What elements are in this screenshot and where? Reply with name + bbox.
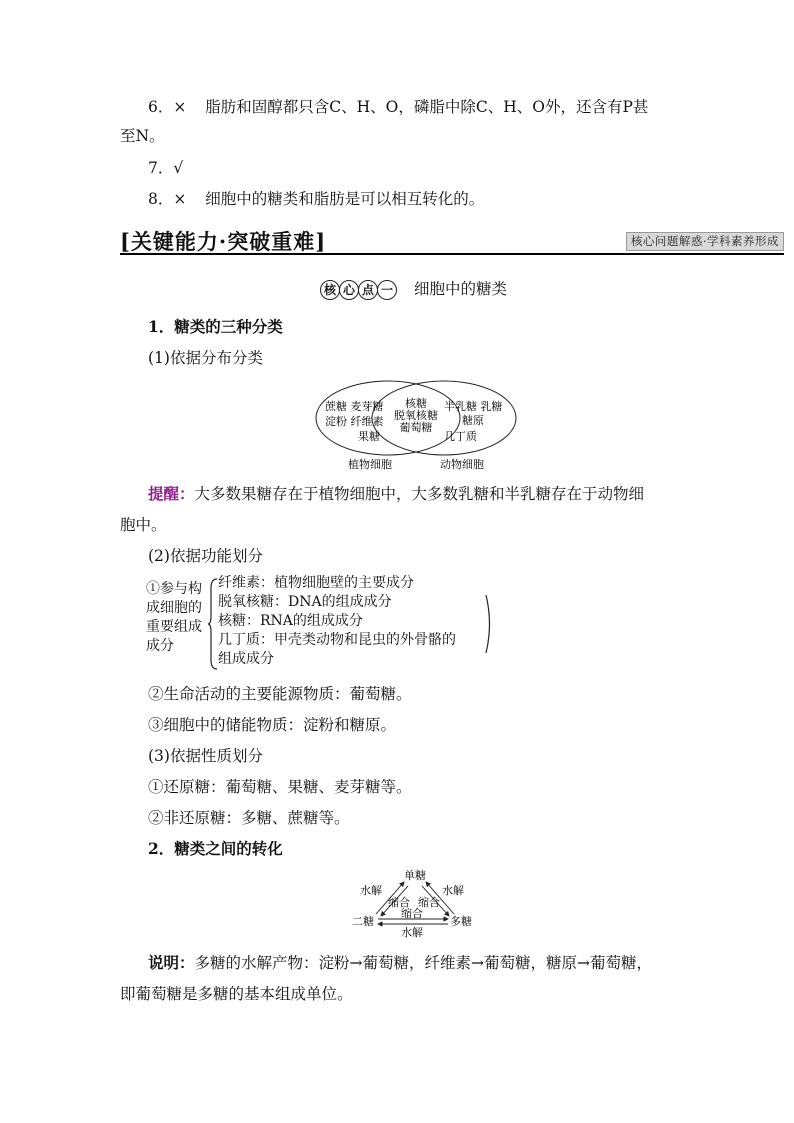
keypoint-badge-char: 心 [339, 280, 359, 300]
section-header [120, 226, 784, 254]
function-item-chitin-continued: 组成成分 [218, 651, 274, 667]
answer-6-continued: 至N。 [120, 127, 165, 145]
section-title: [关键能力·突破重难] [120, 229, 327, 254]
function-group-left-line: 重要组成 [146, 619, 202, 635]
function-group [146, 575, 496, 670]
answer-6-text: 脂肪和固醇都只含C、H、O，磷脂中除C、H、O外，还含有P甚 [205, 98, 649, 116]
node-polysaccharide: 多糖 [450, 915, 472, 928]
node-disaccharide: 二糖 [352, 915, 374, 928]
function-item-ribose: 核糖：RNA的组成成分 [218, 613, 363, 629]
section-tag: 核心问题解惑·学科素养形成 [626, 232, 784, 251]
keypoint-badge-char: 点 [358, 280, 378, 300]
left-brace-icon [208, 578, 218, 670]
keypoint-title: 细胞中的糖类 [414, 280, 508, 298]
tip [148, 483, 644, 505]
venn-shared-line: 脱氧核糖 [394, 409, 438, 422]
function-group-left-line: 成分 [146, 638, 174, 654]
right-paren-icon [484, 594, 494, 654]
function-energy: ②生命活动的主要能源物质：葡萄糖。 [148, 685, 412, 703]
function-item-cellulose: 纤维素：植物细胞壁的主要成分 [218, 575, 414, 591]
function-item-chitin: 几丁质：甲壳类动物和昆虫的外骨骼的 [218, 632, 456, 648]
heading-conversion: 2．糖类之间的转化 [148, 839, 283, 858]
tip-text: 大多数果糖存在于植物细胞中，大多数乳糖和半乳糖存在于动物细 [194, 485, 645, 503]
venn-plant-line: 淀粉 纤维素 [325, 415, 384, 428]
function-storage: ③细胞中的储能物质：淀粉和糖原。 [148, 716, 397, 734]
note [148, 952, 652, 974]
subheading-property: (3)依据性质划分 [148, 747, 263, 765]
answer-7 [148, 157, 183, 179]
answer-7-number: 7．√ [148, 159, 184, 177]
label-hydrolysis-left: 水解 [360, 884, 382, 897]
venn-shared-line: 葡萄糖 [399, 421, 433, 434]
label-hydrolysis-bottom: 水解 [401, 926, 423, 939]
property-nonreducing: ②非还原糖：多糖、蔗糖等。 [148, 809, 350, 827]
answer-6-number: 6．× [148, 98, 187, 116]
venn-label-animal: 动物细胞 [440, 458, 484, 471]
tip-continued: 胞中。 [120, 516, 167, 534]
function-group-left-line: 成细胞的 [146, 600, 202, 616]
venn-diagram [310, 378, 530, 474]
subheading-function: (2)依据功能划分 [148, 547, 263, 565]
venn-shared-line: 核糖 [405, 397, 427, 410]
note-text: 多糖的水解产物：淀粉→葡萄糖，纤维素→葡萄糖，糖原→葡萄糖， [194, 954, 652, 972]
label-condensation-left: 缩合 [388, 896, 410, 909]
label-hydrolysis-right: 水解 [442, 884, 464, 897]
conversion-diagram [350, 866, 480, 940]
answer-8-text: 细胞中的糖类和脂肪是可以相互转化的。 [205, 190, 485, 208]
note-continued: 即葡萄糖是多糖的基本组成单位。 [120, 985, 353, 1003]
venn-plant-line: 果糖 [358, 430, 380, 443]
heading-classification: 1．糖类的三种分类 [148, 317, 283, 336]
function-group-left-line: ①参与构 [146, 581, 202, 597]
label-condensation-right: 缩合 [418, 896, 440, 909]
venn-animal-line: 几丁质 [444, 430, 477, 443]
keypoint-badge-char: 一 [377, 280, 397, 300]
venn-animal-line: 半乳糖 乳糖 [444, 400, 503, 413]
property-reducing: ①还原糖：葡萄糖、果糖、麦芽糖等。 [148, 778, 412, 796]
answer-6 [148, 96, 648, 118]
subheading-distribution: (1)依据分布分类 [148, 349, 263, 367]
venn-label-plant: 植物细胞 [348, 458, 392, 471]
venn-plant-line: 蔗糖 麦芽糖 [325, 400, 384, 413]
keypoint-badge-char: 核 [320, 280, 340, 300]
function-item-deoxyribose: 脱氧核糖：DNA的组成成分 [218, 594, 392, 610]
section-divider [120, 253, 784, 255]
function-group-items [218, 574, 456, 669]
answer-8-number: 8．× [148, 190, 187, 208]
label-condensation-bottom: 缩合 [401, 907, 423, 920]
answer-8 [148, 188, 484, 210]
node-monosaccharide: 单糖 [404, 869, 426, 882]
tip-label: 提醒： [148, 484, 195, 503]
keypoint-badge [320, 278, 398, 302]
venn-animal-line: 糖原 [462, 414, 484, 427]
note-label: 说明： [148, 953, 195, 972]
function-group-left [146, 580, 202, 656]
